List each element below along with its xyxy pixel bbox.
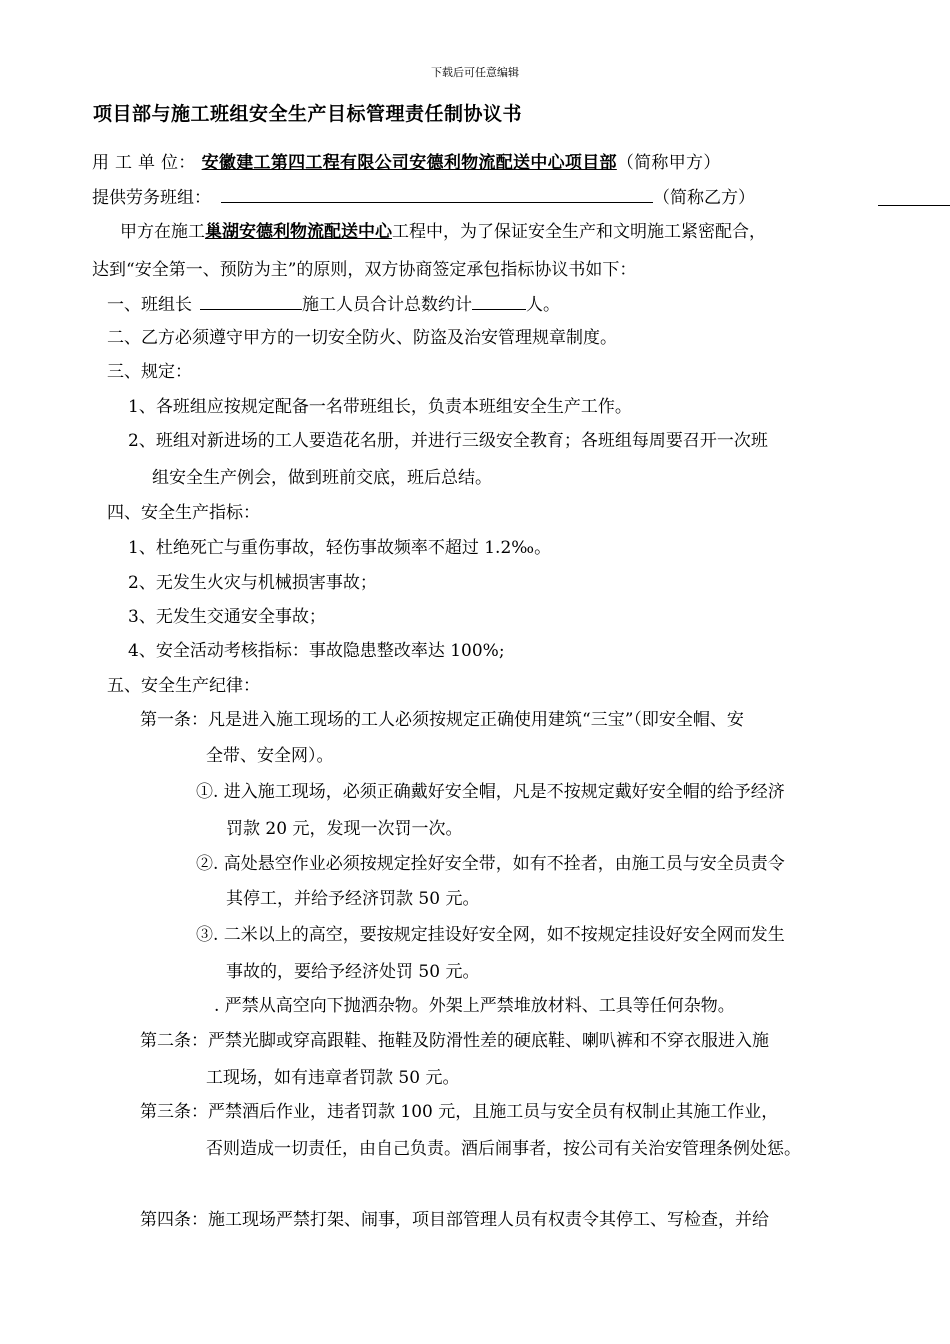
article-2-line-2: 工现场，如有违章者罚款 50 元。 bbox=[206, 1068, 460, 1088]
sub-item-3-line-2: 事故的，要给予经济处罚 50 元。 bbox=[226, 962, 480, 982]
s3-item-2-line-1: 2、班组对新进场的工人要造花名册，并进行三级安全教育；各班组每周要召开一次班 bbox=[128, 431, 768, 451]
section-3-heading: 三、规定： bbox=[107, 362, 192, 382]
section-4-heading: 四、安全生产指标： bbox=[107, 503, 260, 523]
s4-item-4: 4、安全活动考核指标：事故隐患整改率达 100%; bbox=[128, 641, 505, 661]
s3-item-2-line-2: 组安全生产例会，做到班前交底，班后总结。 bbox=[152, 468, 492, 488]
s4-item-2: 2、无发生火灾与机械损害事故； bbox=[128, 573, 377, 593]
sub-item-2-line-2: 其停工，并给予经济罚款 50 元。 bbox=[226, 889, 480, 909]
s4-item-1: 1、杜绝死亡与重伤事故，轻伤事故频率不超过 1.2‰。 bbox=[128, 538, 552, 558]
intro-project: 巢湖安德利物流配送中心 bbox=[205, 222, 392, 242]
s3-item-1: 1、各班组应按规定配备一名带班组长，负责本班组安全生产工作。 bbox=[128, 397, 632, 417]
intro-line-2: 达到“安全第一、预防为主”的原则，双方协商签定承包指标协议书如下： bbox=[92, 260, 637, 280]
s1-prefix: 一、班组长 bbox=[107, 295, 192, 315]
party-b-blank[interactable] bbox=[221, 186, 653, 203]
article-2-line-1: 第二条：严禁光脚或穿高跟鞋、拖鞋及防滑性差的硬底鞋、喇叭裤和不穿衣服进入施 bbox=[140, 1031, 769, 1051]
party-a-suffix: （简称甲方） bbox=[616, 153, 721, 173]
right-margin-rule bbox=[878, 205, 950, 206]
intro-prefix: 甲方在施工 bbox=[120, 222, 205, 242]
team-leader-blank[interactable] bbox=[200, 293, 302, 310]
party-a-label: 用 工 单 位： bbox=[92, 153, 196, 173]
s1-suffix: 人。 bbox=[526, 295, 560, 315]
sub-item-2-line-1: ②. 高处悬空作业必须按规定拴好安全带，如有不拴者，由施工员与安全员责令 bbox=[196, 854, 785, 874]
document-title: 项目部与施工班组安全生产目标管理责任制协议书 bbox=[93, 103, 523, 125]
section-2: 二、乙方必须遵守甲方的一切安全防火、防盗及治安管理规章制度。 bbox=[107, 328, 617, 348]
party-b-label: 提供劳务班组： bbox=[92, 188, 211, 208]
s4-item-3: 3、无发生交通安全事故； bbox=[128, 607, 326, 627]
article-1-line-2: 全带、安全网）。 bbox=[206, 746, 334, 766]
s1-middle: 施工人员合计总数约计 bbox=[302, 295, 472, 315]
section-5-heading: 五、安全生产纪律： bbox=[107, 676, 260, 696]
party-b-suffix: （简称乙方） bbox=[653, 188, 755, 208]
intro-suffix: 工程中，为了保证安全生产和文明施工紧密配合， bbox=[392, 222, 766, 242]
sub-item-4: . 严禁从高空向下抛洒杂物。外架上严禁堆放材料、工具等任何杂物。 bbox=[214, 996, 735, 1016]
party-b-line bbox=[92, 186, 755, 209]
article-1-line-1: 第一条：凡是进入施工现场的工人必须按规定正确使用建筑“三宝”（即安全帽、安 bbox=[140, 710, 744, 730]
article-3-line-2: 否则造成一切责任，由自己负责。酒后闹事者，按公司有关治安管理条例处惩。 bbox=[206, 1139, 801, 1159]
intro-line-1 bbox=[120, 221, 766, 243]
section-1 bbox=[107, 293, 560, 316]
sub-item-1-line-1: ①. 进入施工现场，必须正确戴好安全帽，凡是不按规定戴好安全帽的给予经济 bbox=[196, 782, 785, 802]
header-note: 下载后可任意编辑 bbox=[431, 66, 519, 79]
party-a-name: 安徽建工第四工程有限公司安德利物流配送中心项目部 bbox=[201, 153, 617, 173]
sub-item-3-line-1: ③. 二米以上的高空，要按规定挂设好安全网，如不按规定挂设好安全网而发生 bbox=[196, 925, 785, 945]
sub-item-1-line-2: 罚款 20 元，发现一次罚一次。 bbox=[226, 819, 463, 839]
article-3-line-1: 第三条：严禁酒后作业，违者罚款 100 元，且施工员与安全员有权制止其施工作业， bbox=[140, 1102, 779, 1122]
worker-count-blank[interactable] bbox=[472, 293, 526, 310]
article-4-line-1: 第四条：施工现场严禁打架、闹事，项目部管理人员有权责令其停工、写检查，并给 bbox=[140, 1210, 769, 1230]
party-a-line bbox=[92, 152, 721, 174]
